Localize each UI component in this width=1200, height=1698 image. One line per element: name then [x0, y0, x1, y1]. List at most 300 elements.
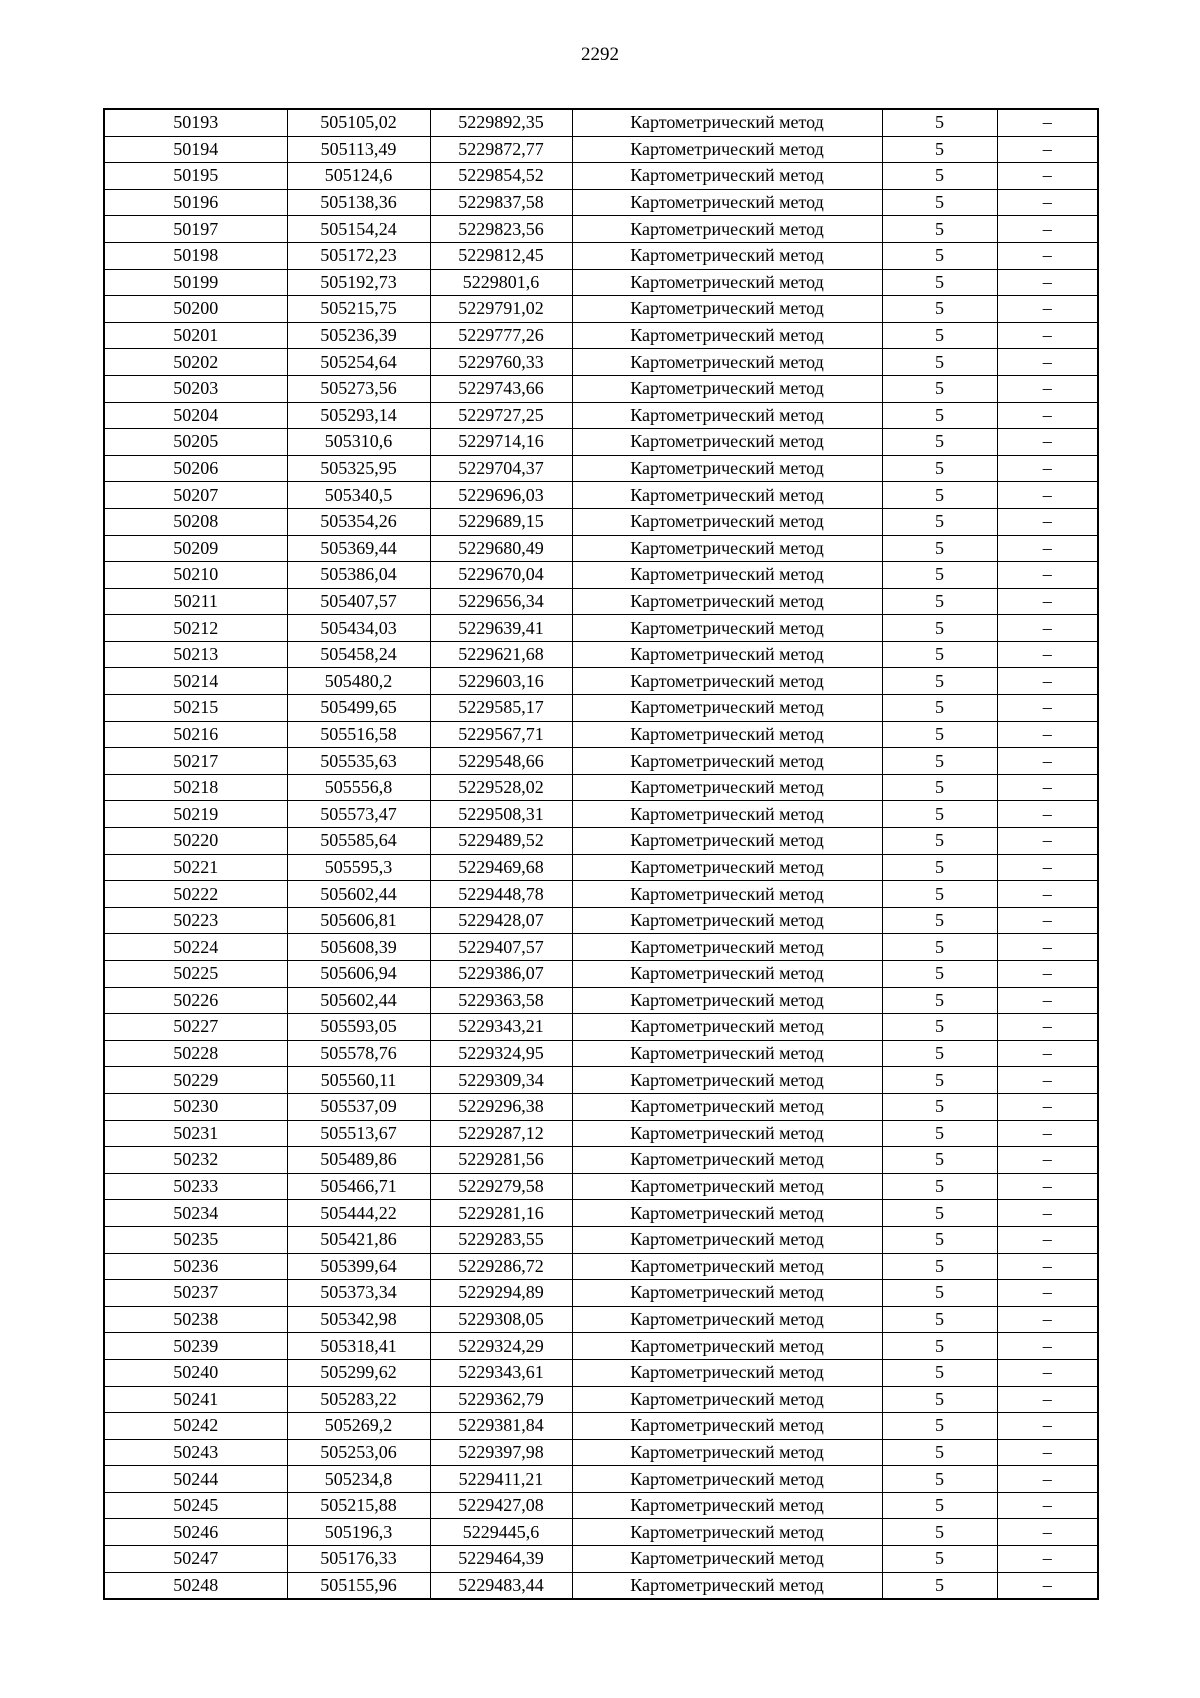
method-cell: Картометрический метод — [572, 242, 882, 269]
y-coordinate-cell: 5229777,26 — [430, 322, 572, 349]
method-cell: Картометрический метод — [572, 562, 882, 589]
note-cell: – — [997, 1492, 1098, 1519]
note-cell: – — [997, 1200, 1098, 1227]
y-coordinate-cell: 5229548,66 — [430, 748, 572, 775]
accuracy-cell: 5 — [882, 1413, 997, 1440]
accuracy-cell: 5 — [882, 907, 997, 934]
accuracy-cell: 5 — [882, 695, 997, 722]
table-row — [104, 216, 1098, 243]
accuracy-cell: 5 — [882, 562, 997, 589]
point-number-cell: 50230 — [104, 1093, 287, 1120]
method-cell: Картометрический метод — [572, 1200, 882, 1227]
accuracy-cell: 5 — [882, 1386, 997, 1413]
x-coordinate-cell: 505606,94 — [287, 961, 430, 988]
x-coordinate-cell: 505215,88 — [287, 1492, 430, 1519]
x-coordinate-cell: 505340,5 — [287, 482, 430, 509]
y-coordinate-cell: 5229760,33 — [430, 349, 572, 376]
accuracy-cell: 5 — [882, 641, 997, 668]
x-coordinate-cell: 505373,34 — [287, 1280, 430, 1307]
table-row — [104, 296, 1098, 323]
x-coordinate-cell: 505369,44 — [287, 535, 430, 562]
note-cell: – — [997, 349, 1098, 376]
table-row — [104, 163, 1098, 190]
accuracy-cell: 5 — [882, 1120, 997, 1147]
y-coordinate-cell: 5229445,6 — [430, 1519, 572, 1546]
method-cell: Картометрический метод — [572, 455, 882, 482]
method-cell: Картометрический метод — [572, 721, 882, 748]
note-cell: – — [997, 322, 1098, 349]
y-coordinate-cell: 5229287,12 — [430, 1120, 572, 1147]
point-number-cell: 50204 — [104, 402, 287, 429]
accuracy-cell: 5 — [882, 1040, 997, 1067]
x-coordinate-cell: 505215,75 — [287, 296, 430, 323]
x-coordinate-cell: 505480,2 — [287, 668, 430, 695]
y-coordinate-cell: 5229281,16 — [430, 1200, 572, 1227]
note-cell: – — [997, 136, 1098, 163]
y-coordinate-cell: 5229294,89 — [430, 1280, 572, 1307]
method-cell: Картометрический метод — [572, 375, 882, 402]
table-row — [104, 1147, 1098, 1174]
method-cell: Картометрический метод — [572, 695, 882, 722]
note-cell: – — [997, 1226, 1098, 1253]
y-coordinate-cell: 5229603,16 — [430, 668, 572, 695]
method-cell: Картометрический метод — [572, 349, 882, 376]
table-row — [104, 828, 1098, 855]
x-coordinate-cell: 505310,6 — [287, 429, 430, 456]
point-number-cell: 50225 — [104, 961, 287, 988]
table-row — [104, 961, 1098, 988]
accuracy-cell: 5 — [882, 1147, 997, 1174]
x-coordinate-cell: 505105,02 — [287, 109, 430, 136]
table-row — [104, 1226, 1098, 1253]
y-coordinate-cell: 5229567,71 — [430, 721, 572, 748]
x-coordinate-cell: 505386,04 — [287, 562, 430, 589]
point-number-cell: 50222 — [104, 881, 287, 908]
y-coordinate-cell: 5229279,58 — [430, 1173, 572, 1200]
accuracy-cell: 5 — [882, 934, 997, 961]
method-cell: Картометрический метод — [572, 1067, 882, 1094]
page-number: 2292 — [581, 44, 619, 65]
method-cell: Картометрический метод — [572, 1386, 882, 1413]
method-cell: Картометрический метод — [572, 189, 882, 216]
y-coordinate-cell: 5229281,56 — [430, 1147, 572, 1174]
accuracy-cell: 5 — [882, 1306, 997, 1333]
method-cell: Картометрический метод — [572, 269, 882, 296]
x-coordinate-cell: 505354,26 — [287, 508, 430, 535]
method-cell: Картометрический метод — [572, 961, 882, 988]
y-coordinate-cell: 5229801,6 — [430, 269, 572, 296]
note-cell: – — [997, 1359, 1098, 1386]
method-cell: Картометрический метод — [572, 1040, 882, 1067]
accuracy-cell: 5 — [882, 455, 997, 482]
point-number-cell: 50210 — [104, 562, 287, 589]
x-coordinate-cell: 505585,64 — [287, 828, 430, 855]
x-coordinate-cell: 505499,65 — [287, 695, 430, 722]
method-cell: Картометрический метод — [572, 1439, 882, 1466]
point-number-cell: 50205 — [104, 429, 287, 456]
y-coordinate-cell: 5229343,21 — [430, 1014, 572, 1041]
point-number-cell: 50216 — [104, 721, 287, 748]
table-row — [104, 748, 1098, 775]
note-cell: – — [997, 1147, 1098, 1174]
y-coordinate-cell: 5229448,78 — [430, 881, 572, 908]
note-cell: – — [997, 1466, 1098, 1493]
table-row — [104, 854, 1098, 881]
x-coordinate-cell: 505458,24 — [287, 641, 430, 668]
y-coordinate-cell: 5229872,77 — [430, 136, 572, 163]
accuracy-cell: 5 — [882, 1466, 997, 1493]
note-cell: – — [997, 1333, 1098, 1360]
table-row — [104, 136, 1098, 163]
point-number-cell: 50248 — [104, 1572, 287, 1599]
x-coordinate-cell: 505176,33 — [287, 1546, 430, 1573]
y-coordinate-cell: 5229585,17 — [430, 695, 572, 722]
x-coordinate-cell: 505593,05 — [287, 1014, 430, 1041]
x-coordinate-cell: 505192,73 — [287, 269, 430, 296]
table-row — [104, 269, 1098, 296]
point-number-cell: 50231 — [104, 1120, 287, 1147]
table-row — [104, 774, 1098, 801]
y-coordinate-cell: 5229743,66 — [430, 375, 572, 402]
method-cell: Картометрический метод — [572, 854, 882, 881]
note-cell: – — [997, 987, 1098, 1014]
x-coordinate-cell: 505325,95 — [287, 455, 430, 482]
accuracy-cell: 5 — [882, 1572, 997, 1599]
accuracy-cell: 5 — [882, 189, 997, 216]
point-number-cell: 50197 — [104, 216, 287, 243]
y-coordinate-cell: 5229381,84 — [430, 1413, 572, 1440]
y-coordinate-cell: 5229639,41 — [430, 615, 572, 642]
y-coordinate-cell: 5229670,04 — [430, 562, 572, 589]
y-coordinate-cell: 5229812,45 — [430, 242, 572, 269]
accuracy-cell: 5 — [882, 801, 997, 828]
point-number-cell: 50236 — [104, 1253, 287, 1280]
method-cell: Картометрический метод — [572, 1093, 882, 1120]
point-number-cell: 50207 — [104, 482, 287, 509]
table-row — [104, 615, 1098, 642]
accuracy-cell: 5 — [882, 109, 997, 136]
x-coordinate-cell: 505155,96 — [287, 1572, 430, 1599]
accuracy-cell: 5 — [882, 1014, 997, 1041]
note-cell: – — [997, 668, 1098, 695]
y-coordinate-cell: 5229308,05 — [430, 1306, 572, 1333]
coordinates-table — [103, 108, 1099, 1600]
method-cell: Картометрический метод — [572, 535, 882, 562]
table-row — [104, 562, 1098, 589]
accuracy-cell: 5 — [882, 828, 997, 855]
point-number-cell: 50233 — [104, 1173, 287, 1200]
x-coordinate-cell: 505513,67 — [287, 1120, 430, 1147]
y-coordinate-cell: 5229324,29 — [430, 1333, 572, 1360]
accuracy-cell: 5 — [882, 987, 997, 1014]
x-coordinate-cell: 505124,6 — [287, 163, 430, 190]
note-cell: – — [997, 1067, 1098, 1094]
accuracy-cell: 5 — [882, 1519, 997, 1546]
point-number-cell: 50243 — [104, 1439, 287, 1466]
method-cell: Картометрический метод — [572, 1413, 882, 1440]
method-cell: Картометрический метод — [572, 987, 882, 1014]
method-cell: Картометрический метод — [572, 1546, 882, 1573]
accuracy-cell: 5 — [882, 429, 997, 456]
method-cell: Картометрический метод — [572, 1147, 882, 1174]
y-coordinate-cell: 5229680,49 — [430, 535, 572, 562]
table-row — [104, 1253, 1098, 1280]
accuracy-cell: 5 — [882, 163, 997, 190]
accuracy-cell: 5 — [882, 242, 997, 269]
method-cell: Картометрический метод — [572, 1173, 882, 1200]
method-cell: Картометрический метод — [572, 1253, 882, 1280]
method-cell: Картометрический метод — [572, 1306, 882, 1333]
accuracy-cell: 5 — [882, 615, 997, 642]
method-cell: Картометрический метод — [572, 615, 882, 642]
note-cell: – — [997, 801, 1098, 828]
note-cell: – — [997, 1014, 1098, 1041]
table-row — [104, 801, 1098, 828]
table-row — [104, 1067, 1098, 1094]
point-number-cell: 50238 — [104, 1306, 287, 1333]
point-number-cell: 50246 — [104, 1519, 287, 1546]
x-coordinate-cell: 505253,06 — [287, 1439, 430, 1466]
table-row — [104, 455, 1098, 482]
method-cell: Картометрический метод — [572, 907, 882, 934]
point-number-cell: 50195 — [104, 163, 287, 190]
x-coordinate-cell: 505489,86 — [287, 1147, 430, 1174]
note-cell: – — [997, 1439, 1098, 1466]
point-number-cell: 50241 — [104, 1386, 287, 1413]
point-number-cell: 50209 — [104, 535, 287, 562]
method-cell: Картометрический метод — [572, 163, 882, 190]
accuracy-cell: 5 — [882, 402, 997, 429]
table-row — [104, 242, 1098, 269]
point-number-cell: 50213 — [104, 641, 287, 668]
y-coordinate-cell: 5229283,55 — [430, 1226, 572, 1253]
accuracy-cell: 5 — [882, 748, 997, 775]
y-coordinate-cell: 5229791,02 — [430, 296, 572, 323]
y-coordinate-cell: 5229386,07 — [430, 961, 572, 988]
note-cell: – — [997, 854, 1098, 881]
accuracy-cell: 5 — [882, 296, 997, 323]
note-cell: – — [997, 1093, 1098, 1120]
x-coordinate-cell: 505269,2 — [287, 1413, 430, 1440]
table-row — [104, 668, 1098, 695]
method-cell: Картометрический метод — [572, 1014, 882, 1041]
accuracy-cell: 5 — [882, 136, 997, 163]
point-number-cell: 50240 — [104, 1359, 287, 1386]
point-number-cell: 50242 — [104, 1413, 287, 1440]
x-coordinate-cell: 505466,71 — [287, 1173, 430, 1200]
point-number-cell: 50202 — [104, 349, 287, 376]
x-coordinate-cell: 505254,64 — [287, 349, 430, 376]
point-number-cell: 50200 — [104, 296, 287, 323]
y-coordinate-cell: 5229483,44 — [430, 1572, 572, 1599]
table-row — [104, 1093, 1098, 1120]
table-row — [104, 1359, 1098, 1386]
note-cell: – — [997, 1413, 1098, 1440]
point-number-cell: 50215 — [104, 695, 287, 722]
x-coordinate-cell: 505283,22 — [287, 1386, 430, 1413]
note-cell: – — [997, 296, 1098, 323]
point-number-cell: 50220 — [104, 828, 287, 855]
table-row — [104, 1572, 1098, 1599]
method-cell: Картометрический метод — [572, 136, 882, 163]
accuracy-cell: 5 — [882, 1200, 997, 1227]
point-number-cell: 50196 — [104, 189, 287, 216]
accuracy-cell: 5 — [882, 721, 997, 748]
note-cell: – — [997, 1173, 1098, 1200]
note-cell: – — [997, 1120, 1098, 1147]
y-coordinate-cell: 5229324,95 — [430, 1040, 572, 1067]
method-cell: Картометрический метод — [572, 216, 882, 243]
x-coordinate-cell: 505318,41 — [287, 1333, 430, 1360]
note-cell: – — [997, 109, 1098, 136]
point-number-cell: 50239 — [104, 1333, 287, 1360]
accuracy-cell: 5 — [882, 1492, 997, 1519]
method-cell: Картометрический метод — [572, 1466, 882, 1493]
accuracy-cell: 5 — [882, 1067, 997, 1094]
accuracy-cell: 5 — [882, 1546, 997, 1573]
x-coordinate-cell: 505234,8 — [287, 1466, 430, 1493]
table-row — [104, 429, 1098, 456]
note-cell: – — [997, 934, 1098, 961]
method-cell: Картометрический метод — [572, 641, 882, 668]
accuracy-cell: 5 — [882, 508, 997, 535]
y-coordinate-cell: 5229489,52 — [430, 828, 572, 855]
method-cell: Картометрический метод — [572, 934, 882, 961]
point-number-cell: 50219 — [104, 801, 287, 828]
table-row — [104, 1306, 1098, 1333]
note-cell: – — [997, 402, 1098, 429]
table-row — [104, 109, 1098, 136]
table-row — [104, 1040, 1098, 1067]
method-cell: Картометрический метод — [572, 429, 882, 456]
point-number-cell: 50199 — [104, 269, 287, 296]
x-coordinate-cell: 505342,98 — [287, 1306, 430, 1333]
point-number-cell: 50198 — [104, 242, 287, 269]
accuracy-cell: 5 — [882, 961, 997, 988]
table-row — [104, 1439, 1098, 1466]
y-coordinate-cell: 5229296,38 — [430, 1093, 572, 1120]
table-row — [104, 1492, 1098, 1519]
accuracy-cell: 5 — [882, 1333, 997, 1360]
accuracy-cell: 5 — [882, 216, 997, 243]
method-cell: Картометрический метод — [572, 322, 882, 349]
note-cell: – — [997, 907, 1098, 934]
accuracy-cell: 5 — [882, 854, 997, 881]
point-number-cell: 50217 — [104, 748, 287, 775]
x-coordinate-cell: 505421,86 — [287, 1226, 430, 1253]
table-row — [104, 1413, 1098, 1440]
method-cell: Картометрический метод — [572, 1333, 882, 1360]
note-cell: – — [997, 269, 1098, 296]
method-cell: Картометрический метод — [572, 828, 882, 855]
y-coordinate-cell: 5229428,07 — [430, 907, 572, 934]
x-coordinate-cell: 505516,58 — [287, 721, 430, 748]
note-cell: – — [997, 588, 1098, 615]
table-row — [104, 907, 1098, 934]
table-row — [104, 375, 1098, 402]
note-cell: – — [997, 429, 1098, 456]
table-row — [104, 588, 1098, 615]
table-row — [104, 535, 1098, 562]
note-cell: – — [997, 1386, 1098, 1413]
y-coordinate-cell: 5229508,31 — [430, 801, 572, 828]
note-cell: – — [997, 562, 1098, 589]
x-coordinate-cell: 505299,62 — [287, 1359, 430, 1386]
accuracy-cell: 5 — [882, 1173, 997, 1200]
note-cell: – — [997, 1572, 1098, 1599]
table-row — [104, 1546, 1098, 1573]
x-coordinate-cell: 505578,76 — [287, 1040, 430, 1067]
accuracy-cell: 5 — [882, 1226, 997, 1253]
point-number-cell: 50226 — [104, 987, 287, 1014]
y-coordinate-cell: 5229528,02 — [430, 774, 572, 801]
point-number-cell: 50234 — [104, 1200, 287, 1227]
x-coordinate-cell: 505573,47 — [287, 801, 430, 828]
table-row — [104, 1333, 1098, 1360]
point-number-cell: 50235 — [104, 1226, 287, 1253]
table-row — [104, 1173, 1098, 1200]
x-coordinate-cell: 505444,22 — [287, 1200, 430, 1227]
x-coordinate-cell: 505602,44 — [287, 881, 430, 908]
accuracy-cell: 5 — [882, 1253, 997, 1280]
note-cell: – — [997, 508, 1098, 535]
note-cell: – — [997, 961, 1098, 988]
note-cell: – — [997, 535, 1098, 562]
y-coordinate-cell: 5229837,58 — [430, 189, 572, 216]
point-number-cell: 50208 — [104, 508, 287, 535]
table-row — [104, 1519, 1098, 1546]
table-row — [104, 881, 1098, 908]
point-number-cell: 50232 — [104, 1147, 287, 1174]
x-coordinate-cell: 505608,39 — [287, 934, 430, 961]
table-body — [104, 109, 1098, 1599]
accuracy-cell: 5 — [882, 535, 997, 562]
note-cell: – — [997, 615, 1098, 642]
method-cell: Картометрический метод — [572, 296, 882, 323]
accuracy-cell: 5 — [882, 269, 997, 296]
method-cell: Картометрический метод — [572, 482, 882, 509]
note-cell: – — [997, 721, 1098, 748]
note-cell: – — [997, 482, 1098, 509]
note-cell: – — [997, 455, 1098, 482]
note-cell: – — [997, 881, 1098, 908]
note-cell: – — [997, 1253, 1098, 1280]
x-coordinate-cell: 505113,49 — [287, 136, 430, 163]
y-coordinate-cell: 5229309,34 — [430, 1067, 572, 1094]
point-number-cell: 50206 — [104, 455, 287, 482]
y-coordinate-cell: 5229854,52 — [430, 163, 572, 190]
method-cell: Картометрический метод — [572, 588, 882, 615]
point-number-cell: 50221 — [104, 854, 287, 881]
method-cell: Картометрический метод — [572, 1492, 882, 1519]
table-row — [104, 482, 1098, 509]
note-cell: – — [997, 1546, 1098, 1573]
table-row — [104, 322, 1098, 349]
y-coordinate-cell: 5229714,16 — [430, 429, 572, 456]
x-coordinate-cell: 505556,8 — [287, 774, 430, 801]
y-coordinate-cell: 5229363,58 — [430, 987, 572, 1014]
y-coordinate-cell: 5229656,34 — [430, 588, 572, 615]
point-number-cell: 50218 — [104, 774, 287, 801]
x-coordinate-cell: 505196,3 — [287, 1519, 430, 1546]
point-number-cell: 50201 — [104, 322, 287, 349]
method-cell: Картометрический метод — [572, 801, 882, 828]
y-coordinate-cell: 5229727,25 — [430, 402, 572, 429]
accuracy-cell: 5 — [882, 1280, 997, 1307]
x-coordinate-cell: 505273,56 — [287, 375, 430, 402]
table-row — [104, 721, 1098, 748]
x-coordinate-cell: 505537,09 — [287, 1093, 430, 1120]
